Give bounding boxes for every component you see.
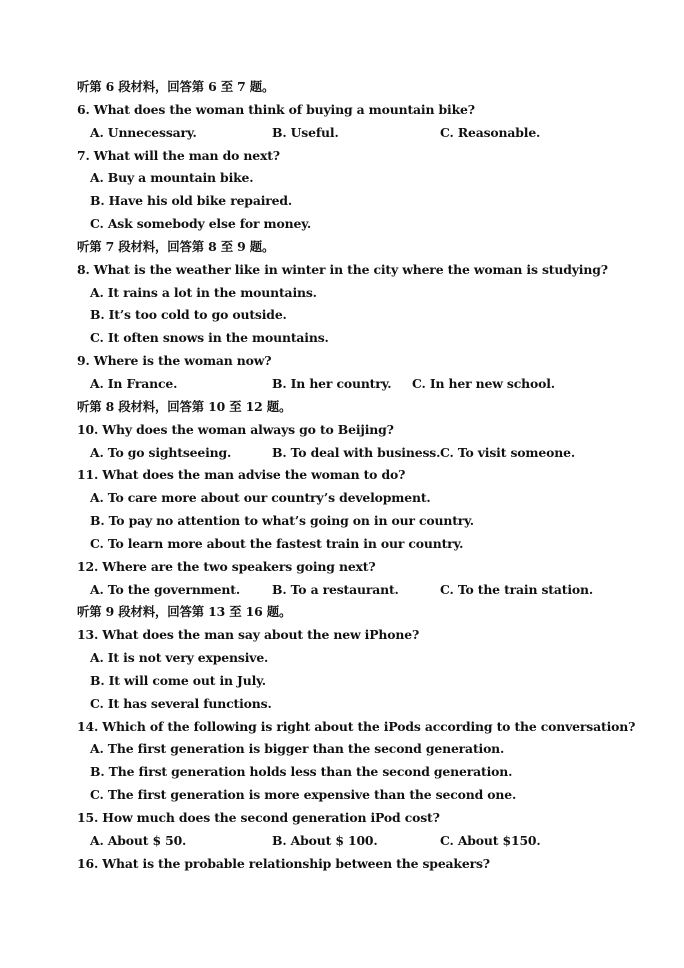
option-a: A. The first generation is bigger than the second generation. xyxy=(90,741,505,757)
question-7: 7. What will the man do next? xyxy=(77,147,280,163)
question-12: 12. Where are the two speakers going next? xyxy=(77,558,376,574)
question-14: 14. Which of the following is right about the iPods according to the conversation? xyxy=(77,718,636,734)
question-10-options xyxy=(0,442,684,465)
question-12-options xyxy=(0,579,684,602)
exam-page xyxy=(0,76,684,876)
question-6-options xyxy=(0,122,684,145)
option-c: C. To the train station. xyxy=(440,581,594,597)
option-a: A. About $ 50. xyxy=(90,832,187,848)
option-b: B. Useful. xyxy=(272,124,339,140)
question-10: 10. Why does the woman always go to Beijing? xyxy=(77,421,394,437)
option-a: A. Unnecessary. xyxy=(90,124,197,140)
question-9: 9. Where is the woman now? xyxy=(77,353,272,369)
question-6: 6. What does the woman think of buying a mountain bike? xyxy=(77,101,475,117)
option-c: C. It often snows in the mountains. xyxy=(90,330,329,346)
question-9-options xyxy=(0,373,684,396)
question-15: 15. How much does the second generation iPod cost? xyxy=(77,810,440,825)
option-b: B. The first generation holds less than the second generation. xyxy=(90,764,513,780)
option-b: B. To pay no attention to what’s going on in our country. xyxy=(90,513,474,529)
question-11: 11. What does the man advise the woman to do? xyxy=(77,467,406,483)
option-b: B. To a restaurant. xyxy=(272,581,399,597)
option-a: A. In France. xyxy=(90,375,178,391)
option-c: C. Reasonable. xyxy=(440,124,541,140)
question-13: 13. What does the man say about the new iPhone? xyxy=(77,627,420,643)
option-a: A. It rains a lot in the mountains. xyxy=(90,284,317,300)
option-c: C. To learn more about the fastest train in our country. xyxy=(90,535,464,551)
section-heading-9: 听第 9 段材料，回答第 13 至 16 题。 xyxy=(77,604,292,620)
option-c: C. Ask somebody else for money. xyxy=(90,216,312,232)
option-c: C. It has several functions. xyxy=(90,695,272,711)
option-a: A. It is not very expensive. xyxy=(90,650,269,666)
question-15-options xyxy=(0,830,684,853)
option-a: A. To go sightseeing. xyxy=(90,444,232,460)
section-heading-8: 听第 8 段材料，回答第 10 至 12 题。 xyxy=(77,398,292,414)
option-c: C. The first generation is more expensive than the second one. xyxy=(90,787,517,803)
option-b: B. To deal with business. xyxy=(272,444,441,460)
option-a: A. To care more about our country’s development. xyxy=(90,490,431,506)
option-b: B. Have his old bike repaired. xyxy=(90,193,293,209)
question-16: 16. What is the probable relationship between the speakers? xyxy=(77,855,490,871)
option-b: B. About $ 100. xyxy=(272,832,378,848)
option-b: B. It will come out in July. xyxy=(90,672,266,688)
option-b: B. It’s too cold to go outside. xyxy=(90,307,287,323)
option-a: A. Buy a mountain bike. xyxy=(90,170,254,186)
section-heading-6: 听第 6 段材料，回答第 6 至 7 题。 xyxy=(77,79,275,94)
option-a: A. To the government. xyxy=(90,581,240,597)
option-c: C. To visit someone. xyxy=(440,444,575,460)
option-b: B. In her country. xyxy=(272,375,392,391)
option-c: C. About $150. xyxy=(440,832,541,848)
section-heading-7: 听第 7 段材料，回答第 8 至 9 题。 xyxy=(77,238,275,254)
question-8: 8. What is the weather like in winter in the city where the woman is studying? xyxy=(77,261,608,277)
option-c: C. In her new school. xyxy=(412,375,555,391)
